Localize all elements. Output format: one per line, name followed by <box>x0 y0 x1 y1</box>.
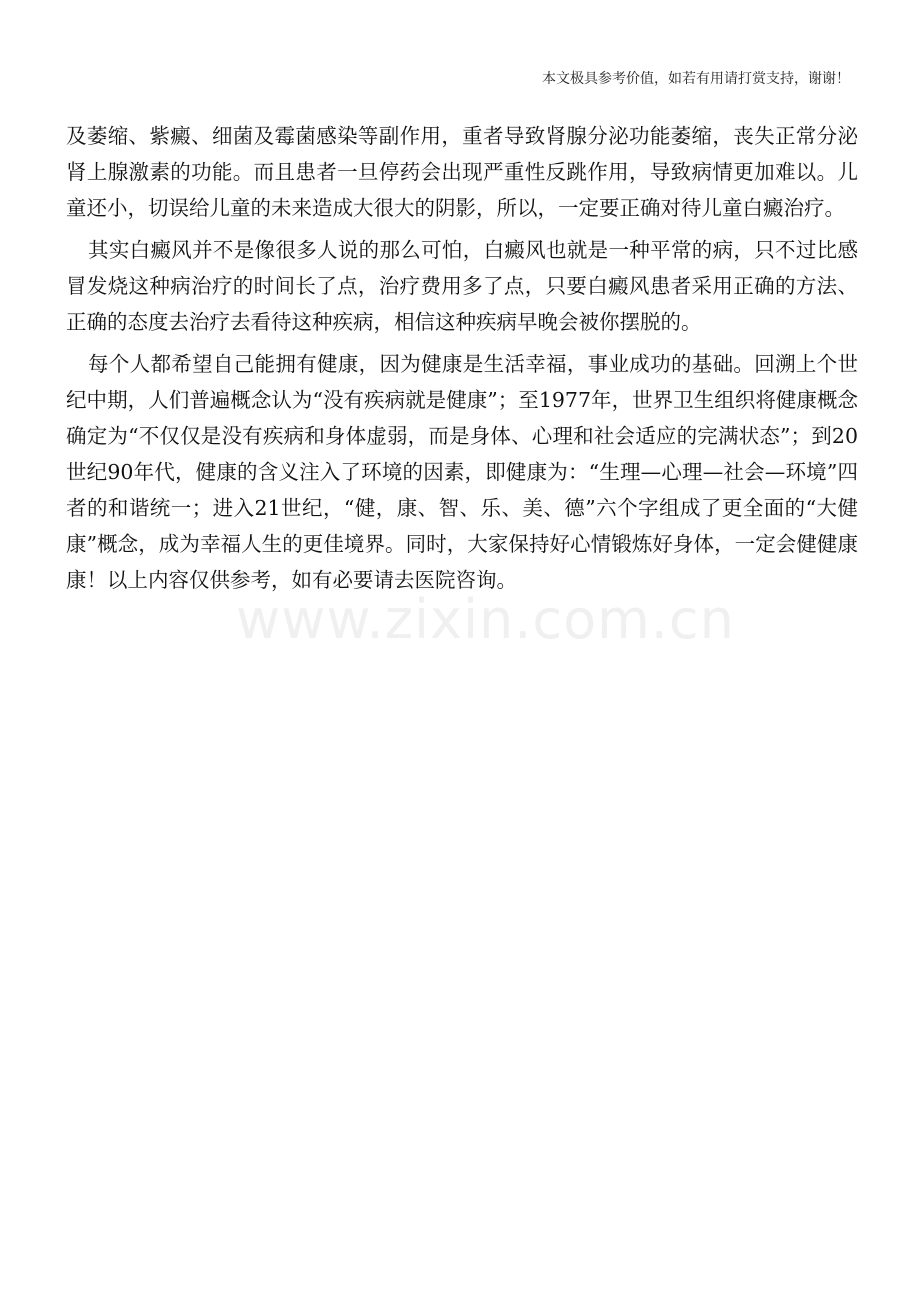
paragraph-vitiligo-outlook: 其实白癜风并不是像很多人说的那么可怕，白癜风也就是一种平常的病，只不过比感冒发烧这种病治疗的时间长了点，治疗费用多了点，只要白癜风患者采用正确的方法、正确的态度去治疗去看待这种疾病，相信这种疾病早晚会被你摆脱的。 <box>66 238 858 334</box>
paragraph-continuation: 及萎缩、紫癜、细菌及霉菌感染等副作用，重者导致肾腺分泌功能萎缩，丧失正常分泌肾上腺激素的功能。而且患者一旦停药会出现严重性反跳作用，导致病情更加难以。儿童还小，切误给儿童的未来造成大很大的阴影，所以，一定要正确对待儿童白癜治疗。 <box>66 124 858 220</box>
watermark: www.zixin.com.cn <box>236 588 735 651</box>
document-body <box>66 118 858 598</box>
header-note: 本文极具参考价值，如若有用请打赏支持，谢谢！ <box>542 71 850 87</box>
paragraph-health-concept: 每个人都希望自己能拥有健康，因为健康是生活幸福，事业成功的基础。回溯上个世纪中期，人们普遍概念认为“没有疾病就是健康”；至1977年，世界卫生组织将健康概念确定为“不仅仅是没有疾病和身体虚弱，而是身体、心理和社会适应的完满状态”；到20世纪90年代，健康的含义注入了环境的因素，即健康为：“生理—心理—社会—环境”四者的和谐统一；进入21世纪，“健，康、智、乐、美、德”六个字组成了更全面的“大健康”概念，成为幸福人生的更佳境界。同时，大家保持好心情锻炼好身体，一定会健健康康！以上内容仅供参考，如有必要请去医院咨询。 <box>66 352 858 592</box>
